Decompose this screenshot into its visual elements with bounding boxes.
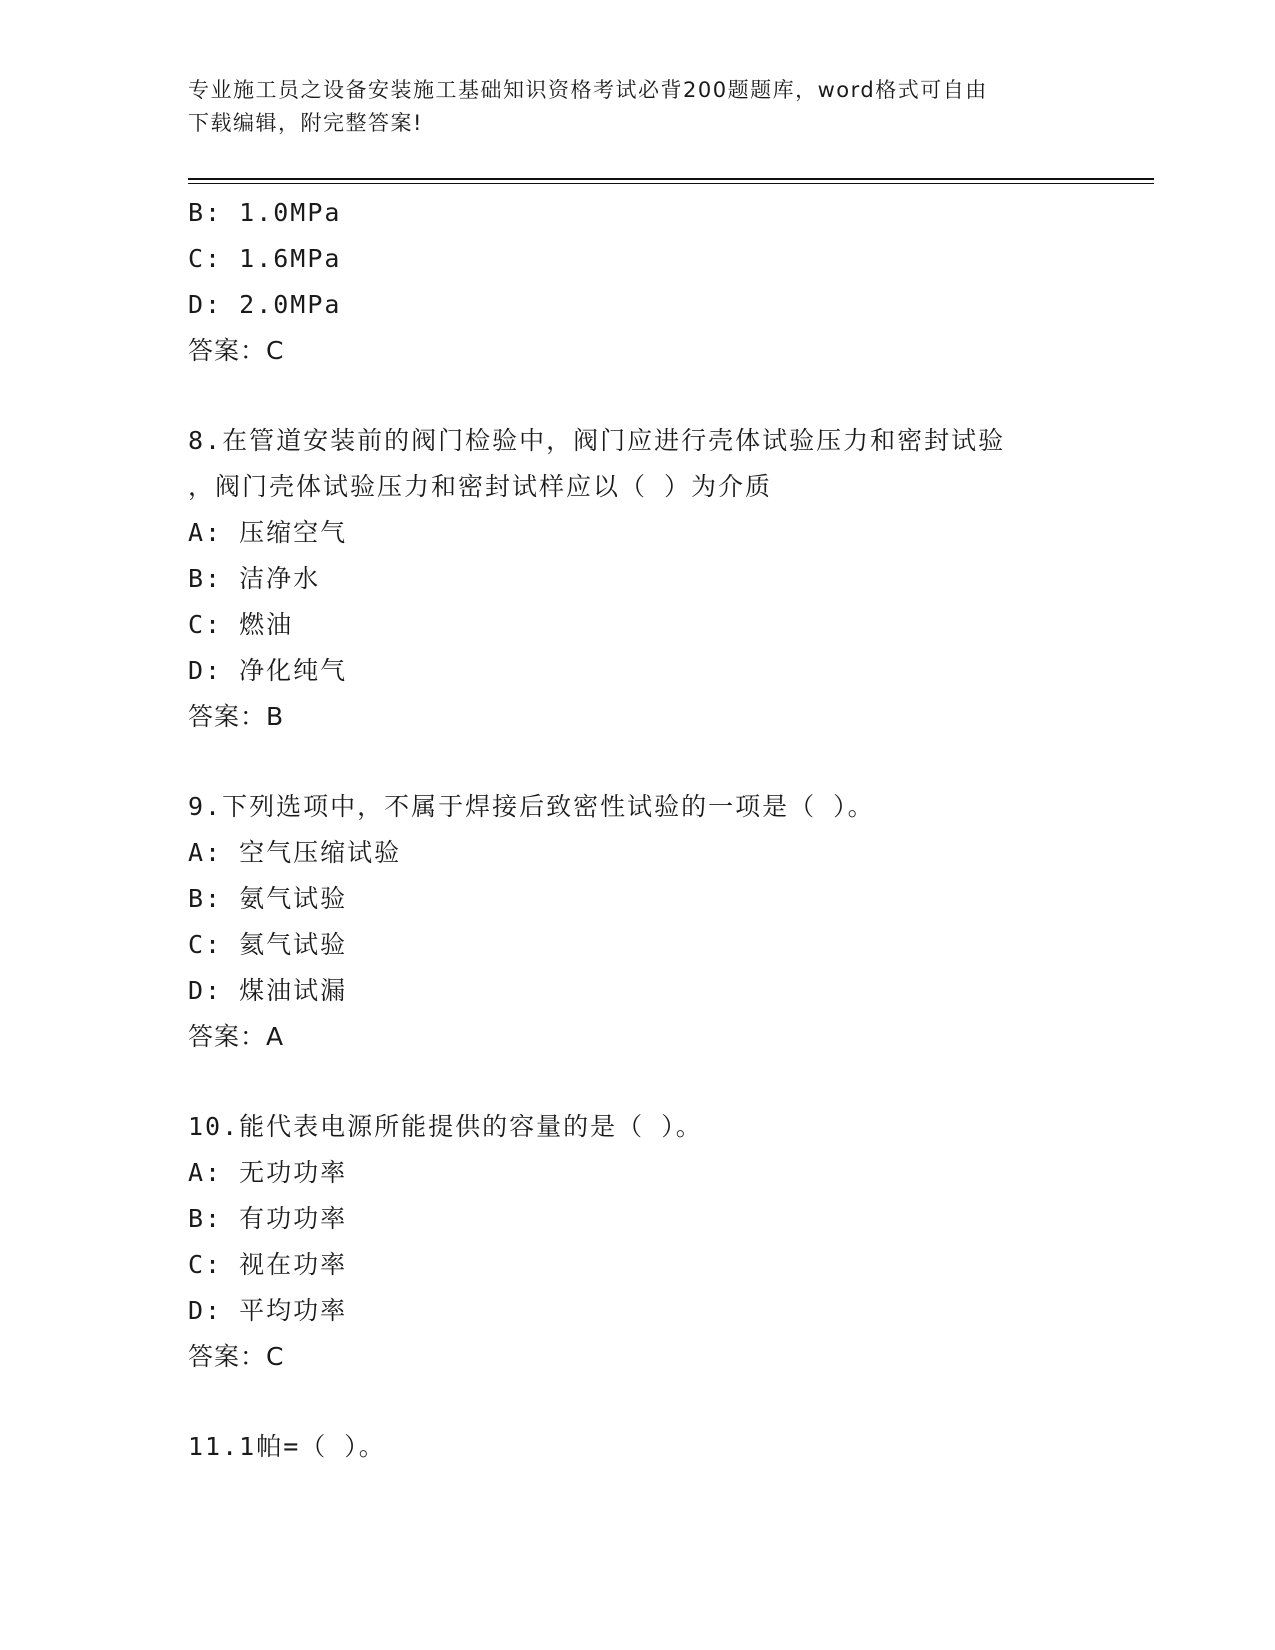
answer: 答案：C <box>188 336 285 365</box>
option-a: A: 空气压缩试验 <box>188 838 402 867</box>
option-b: B: 有功功率 <box>188 1204 348 1233</box>
question-text: 10.能代表电源所能提供的容量的是（ ）。 <box>188 1112 703 1141</box>
question-9 <box>188 784 1088 1060</box>
document-header <box>188 74 1088 140</box>
question-text: 8.在管道安装前的阀门检验中，阀门应进行壳体试验压力和密封试验 <box>188 426 1006 455</box>
header-line-1: 专业施工员之设备安装施工基础知识资格考试必背200题题库，word格式可自由 <box>188 78 988 102</box>
option-b: B: 1.0MPa <box>188 198 342 227</box>
question-7-tail <box>188 190 1088 374</box>
option-d: D: 煤油试漏 <box>188 976 348 1005</box>
option-d: D: 净化纯气 <box>188 656 348 685</box>
question-11 <box>188 1424 1088 1470</box>
option-a: A: 无功功率 <box>188 1158 348 1187</box>
question-text: 9.下列选项中，不属于焊接后致密性试验的一项是（ ）。 <box>188 792 875 821</box>
question-text: 11.1帕=（ ）。 <box>188 1432 386 1461</box>
answer: 答案：A <box>188 1022 285 1051</box>
answer: 答案：C <box>188 1342 285 1371</box>
option-b: B: 洁净水 <box>188 564 321 593</box>
answer: 答案：B <box>188 702 285 731</box>
option-c: C: 燃油 <box>188 610 294 639</box>
question-10 <box>188 1104 1088 1380</box>
question-list <box>188 190 1088 1470</box>
option-a: A: 压缩空气 <box>188 518 348 547</box>
option-c: C: 氦气试验 <box>188 930 348 959</box>
header-divider-thin <box>188 183 1154 184</box>
option-d: D: 平均功率 <box>188 1296 348 1325</box>
header-line-2: 下载编辑，附完整答案! <box>188 111 423 135</box>
option-c: C: 视在功率 <box>188 1250 348 1279</box>
question-text-continued: ，阀门壳体试验压力和密封试样应以（ ）为介质 <box>188 472 773 501</box>
option-d: D: 2.0MPa <box>188 290 342 319</box>
option-c: C: 1.6MPa <box>188 244 342 273</box>
question-8 <box>188 418 1088 740</box>
option-b: B: 氨气试验 <box>188 884 348 913</box>
header-divider-thick <box>188 178 1154 180</box>
